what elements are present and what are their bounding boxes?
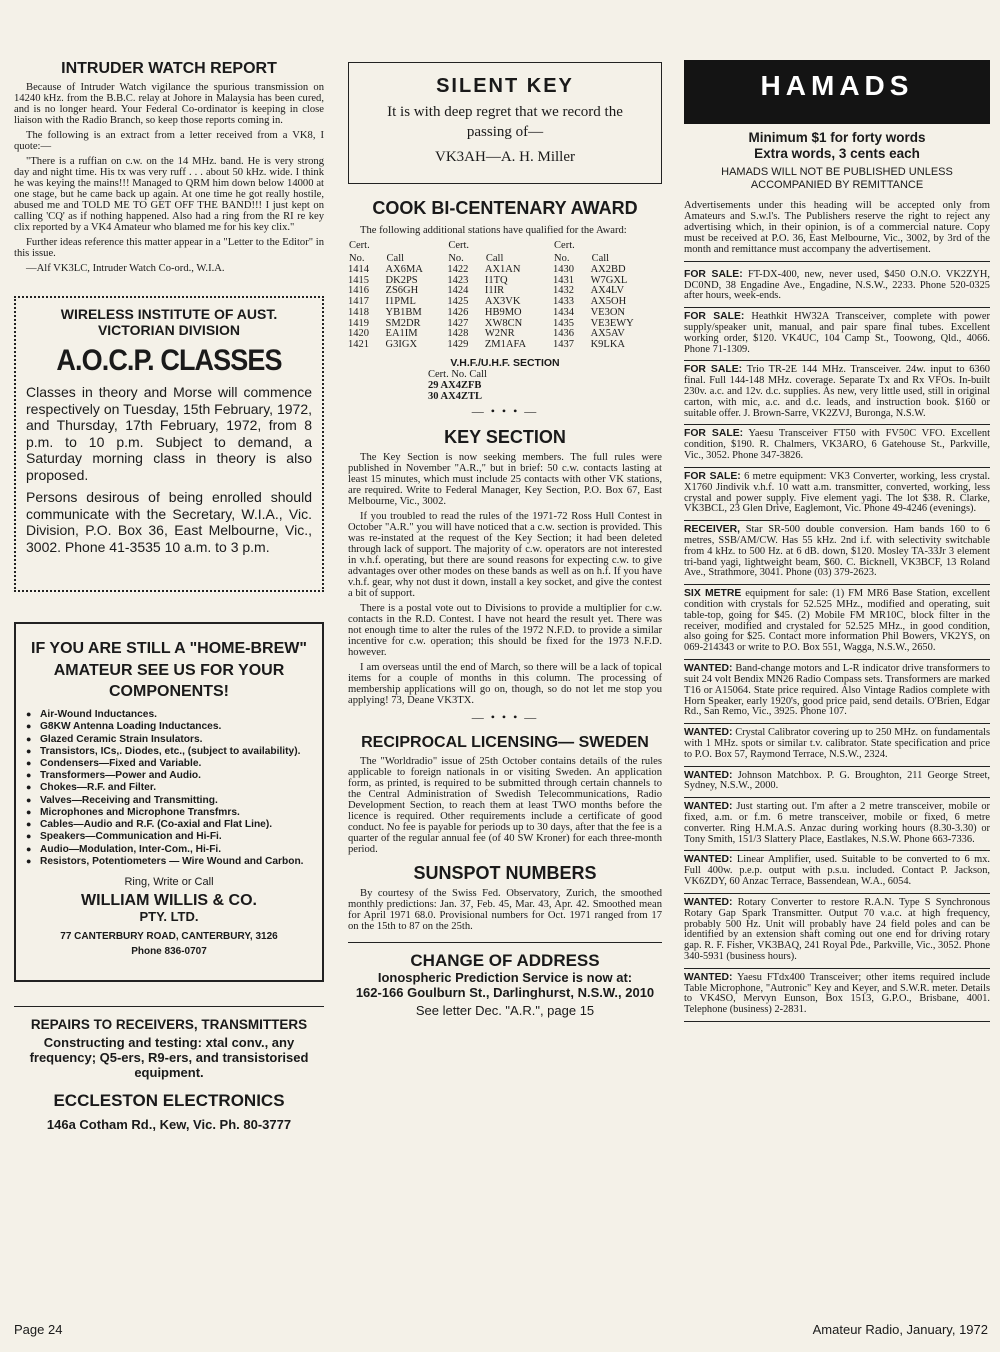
key-paragraph: The Key Section is now seeking members. The full rules were published in November "A.R.," but in brief: 50 c.w. contacts lasting at least 15 minutes, which must include 25 contacts with other VK stations, are required. Write to Federal Manager, Key Section, P.O. Box 67, East Melbourne, Vic., 3002. — [348, 451, 662, 507]
company-name: WILLIAM WILLIS & CO. — [81, 892, 257, 910]
col-header: Call — [591, 252, 610, 264]
home-brew-headline: IF YOU ARE STILL A "HOME-BREW" AMATEUR SEE US FOR YOUR COMPONENTS! — [31, 640, 307, 701]
callsign-cell: W7GXL — [590, 274, 628, 286]
list-item — [684, 425, 990, 467]
aocp-paragraph: Persons desirous of being enrolled should communicate with the Secretary, W.I.A., Vic. Division, P.O. Box 36, East Melbourne, Vic., 3002. Phone 41-3535 10 a.m. to 3 p.m. — [26, 489, 312, 555]
sunspot-body — [348, 888, 662, 932]
list-item — [684, 266, 990, 308]
list-item: ● Transistors, ICs,. Diodes, etc., (subject to availability). — [26, 746, 312, 758]
list-item: ● Resistors, Potentiometers — Wire Wound and Carbon. — [26, 856, 312, 868]
intruder-signature: —Alf VK3LC, Intruder Watch Co-ord., W.I.A. — [26, 263, 225, 275]
callsign-cell: AX5OH — [590, 296, 627, 308]
list-item — [684, 521, 990, 585]
vhf-section-title: V.H.F./U.H.F. SECTION — [450, 356, 560, 369]
cert-number-cell: 1414 — [348, 264, 369, 276]
aocp-paragraph: Classes in theory and Morse will commence respectively on Tuesday, 15th February, 1972, and Thursday, 17th February, 1972, from 8 p.m. to 10 p.m. Subject to demand, a Saturday morning class in theory is also proposed. — [26, 384, 312, 483]
ad-keyword: RECEIVER, — [684, 524, 741, 536]
repairs-company: ECCLESTON ELECTRONICS — [53, 1091, 285, 1111]
ad-text: FT-DX-400, new, never used, $450 O.N.O. VK2ZYH, DC0ND, 38 Engadine Ave., Engadine, N.S.W., 2233. Phone 520-0325 after hours, week-ends. — [684, 268, 990, 302]
ad-keyword: FOR SALE: — [684, 428, 744, 440]
ad-text: Band-change motors and L-R indicator drive transformers to suit 24 volt Bendix MN26 Radio Compass sets. Transformers are marked T16 or A15064. State price required. Also Vintage Radios complete with Horn Speaker, early 1920's, good price paid, send details. O'Brien, Edgar Rd., San Remo, Vic., 3925. Phone 107. — [684, 663, 990, 718]
col-header: Cert. — [448, 240, 470, 252]
hamads-notice: HAMADS WILL NOT BE PUBLISHED UNLESS ACCOMPANIED BY REMITTANCE — [721, 166, 953, 192]
callsign-cell: I1PML — [385, 296, 416, 308]
cook-cert-table — [348, 240, 662, 351]
cert-number-cell: 1427 — [447, 317, 469, 329]
list-item — [684, 894, 990, 969]
magazine-issue: Amateur Radio, January, 1972 — [812, 1322, 988, 1337]
left-column — [14, 60, 324, 1132]
callsign-cell: ZS6GH — [385, 285, 419, 297]
change-line: Ionospheric Prediction Service is now at: — [377, 970, 633, 986]
ad-keyword: WANTED: — [684, 769, 733, 781]
table-row — [348, 340, 662, 351]
list-item: ● Chokes—R.F. and Filter. — [26, 782, 312, 794]
recip-title: RECIPROCAL LICENSING— SWEDEN — [361, 734, 649, 752]
callsign-cell: VE3EWY — [590, 317, 634, 329]
list-item: ● Glazed Ceramic Strain Insulators. — [26, 734, 312, 746]
ad-text: Just starting out. I'm after a 2 metre transceiver, mobile or fixed, a.m. or f.m. 6 metre transceiver, mobile or fixed, 6 metre converter. Ring H.M.A.S. Anzac during working hours (8.30-3.30) or Tony Smith, 151/3 Slattery Place, Eastlakes, N.S.W. Phone 663-7336. — [684, 801, 990, 845]
contact-prompt: Ring, Write or Call — [124, 876, 214, 889]
col-header: Call — [386, 252, 405, 264]
cert-number-cell: 1434 — [553, 306, 575, 318]
ad-keyword: FOR SALE: — [684, 470, 741, 482]
callsign-cell: XW8CN — [484, 317, 523, 329]
company-suffix: PTY. LTD. — [139, 909, 199, 925]
key-paragraph: If you troubled to read the rules of the 1971-72 Ross Hull Contest in October "A.R." you will have noticed that a c.w. section is provided. This was re-instated at the request of the Key Section; it had been deleted through lack of support. The majority of c.w. operators are not interested in v.h.f. operating, but there are sound reasons for expecting c.w. to give advantages over other modes on these bands as well as on h.f. If you have v.h.f. gear, why not dust it down, install a key socket, and give the contest a bit of support. — [348, 510, 662, 599]
list-item: ● Valves—Receiving and Transmitting. — [26, 795, 312, 807]
callsign-cell: AX1AN — [484, 264, 521, 276]
ad-text: Yaesu FTdx400 Transceiver; other items required include Table Microphone, "Autronic" Key and Keyer, and S.W.R. meter. Details to VK4SO, Mervyn Eunson, Box 1513, G.P.O., Brisbane, 4001. Telephone (business) 2-2831. — [684, 971, 991, 1016]
change-reference: See letter Dec. "A.R.", page 15 — [415, 1003, 595, 1019]
list-item: ● Audio—Modulation, Inter-Com., Hi-Fi. — [26, 844, 312, 856]
cert-number-cell: 1433 — [553, 296, 575, 308]
right-column — [684, 60, 990, 1022]
callsign-cell: I1IR — [484, 285, 505, 297]
key-section-article — [348, 427, 662, 725]
list-item — [684, 308, 990, 361]
cert-number-cell: 1429 — [447, 338, 469, 350]
ad-text: Yaesu Transceiver FT50 with FV50C VFO. Excellent condition, $190. R. Chalmers, VK3ARO, 6 Gatehouse St., Parkville, Vic., 3052. Phone 347-3826. — [684, 428, 990, 462]
list-item — [684, 660, 990, 724]
ad-keyword: WANTED: — [684, 663, 733, 675]
separator: — • • • — — [471, 403, 539, 418]
col-header: No. — [349, 252, 365, 264]
cert-number-cell: 1424 — [447, 285, 469, 297]
hamads-terms: Advertisements under this heading will be accepted only from Amateurs and S.w.l's. The Publishers reserve the right to reject any advertising which, in their opinion, is of a commercial nature. Copy must be received at P.O. 36, East Melbourne, Vic., 3002, by 3rd of the month and remittance must accompany the advertisement. — [684, 200, 990, 262]
intruder-paragraph: The following is an extract from a letter received from a VK8, I quote:— — [14, 130, 324, 153]
cert-number-cell: 1425 — [447, 296, 469, 308]
col-header: Call — [485, 252, 504, 264]
cert-number-cell: 1418 — [348, 306, 369, 318]
cert-number-cell: 1421 — [348, 338, 369, 350]
callsign-cell: SM2DR — [385, 317, 421, 329]
callsign-cell: G3IGX — [385, 338, 418, 350]
list-item — [684, 969, 990, 1022]
repairs-address: 146a Cotham Rd., Kew, Vic. Ph. 80-3777 — [46, 1117, 292, 1133]
callsign-cell: VE3ON — [590, 306, 626, 318]
aocp-org: WIRELESS INSTITUTE OF AUST. — [60, 306, 278, 323]
aocp-title: A.O.C.P. CLASSES — [56, 344, 282, 378]
list-item — [684, 361, 990, 425]
vhf-row: 29 AX4ZFB — [428, 379, 482, 391]
silent-key-text: It is with deep regret that we record the passing of— — [387, 104, 623, 141]
cert-number-cell: 1428 — [447, 328, 469, 340]
col-header: No. — [448, 252, 464, 264]
cert-number-cell: 1436 — [553, 328, 575, 340]
silent-key-notice — [348, 62, 662, 184]
page-number: Page 24 — [14, 1322, 63, 1337]
callsign-cell: I1TQ — [484, 274, 508, 286]
callsign-cell: AX4LV — [590, 285, 625, 297]
cert-number-cell: 1417 — [348, 296, 369, 308]
ad-text: equipment for sale: (1) FM MR6 Base Station, excellent condition with crystals for 52.525 MHz., modified and operating, suit table-top, going for $45. (2) Mobile FM MR10C, block filter in the receiver, modified and crystaled for 52.525 MHz., in good condition, also going for $25. Contact more information Phil Bowers, VK2YS, on 069-214343 or write to P.O. Box 551, Wagga, N.S.W., 2650. — [684, 588, 990, 654]
ad-text: Trio TR-2E 144 MHz. Transceiver. 24w. input to 6360 final. Full 144-148 MHz. coverage. Separate Tx and Rx VFOs. In-built 230v. a.c. and 12v. d.c. supplies. As new, very little used, still in original carton, with mic, a.c. and d.c. leads, and instruction book. $160 or suitable offer. J. Brown-Sarre, VK2ZVJ, Buronga, N.S.W. — [684, 364, 990, 419]
list-item: ● Air-Wound Inductances. — [26, 709, 312, 721]
list-item — [684, 585, 990, 660]
intruder-paragraph: Because of Intruder Watch vigilance the spurious transmission on 14240 kHz. from the B.B.C. relay at Johore in Malaysia has been cured, and is no longer heard. Your Federal Co-ordinator is keeping in close liaison with the Radio Branch, so keep those reports coming in. — [14, 82, 324, 127]
sunspot-title: SUNSPOT NUMBERS — [413, 863, 597, 884]
list-item — [684, 851, 990, 893]
repairs-services: Constructing and testing: xtal conv., any frequency; Q5-ers, R9-ers, and transistorised equipment. — [29, 1035, 309, 1081]
list-item: ● Transformers—Power and Audio. — [26, 770, 312, 782]
callsign-cell: DK2PS — [385, 274, 418, 286]
ad-text: Crystal Calibrator covering up to 250 MHz. on fundamentals with 1 MHz. spots or similar t.v. calibrator. State specification and price to P.O. Box 57, Raymond Terrace, N.S.W., 2324. — [684, 727, 990, 760]
cert-number-cell: 1430 — [553, 264, 575, 276]
table-row — [348, 308, 662, 319]
callsign-cell: ZM1AFA — [484, 338, 527, 350]
callsign-cell: YB1BM — [385, 306, 422, 318]
callsign-cell: AX5AV — [590, 328, 625, 340]
cert-number-cell: 1415 — [348, 274, 369, 286]
sunspot-paragraph: By courtesy of the Swiss Fed. Observatory, Zurich, the smoothed monthly predictions: Jan. 37, Feb. 45, Mar. 43, Apr. 42. Smoothed mean for April 1971 68.0. Provisional numbers for Oct. 1971 ranged from 17 on the 15th to 87 on the 25th. — [348, 888, 662, 933]
list-item: ● Microphones and Microphone Transfmrs. — [26, 807, 312, 819]
intruder-paragraph: Further ideas reference this matter appear in a "Letter to the Editor" in this issue. — [14, 237, 324, 260]
cook-intro-text: The following additional stations have qualified for the Award: — [360, 225, 627, 236]
vhf-row: 30 AX4ZTL — [428, 390, 482, 402]
col-header: Cert. — [554, 240, 575, 252]
reciprocal-licensing-article — [348, 733, 662, 855]
ad-text: Heathkit HW32A Transceiver, complete with power supply/speaker unit, manual, and pair spare final tubes. Excellent working order, $120. VK4UC, 104 Camp St., Toowong, Qld., 4066. Phone 71-1309. — [684, 311, 990, 355]
hamads-rate: Minimum $1 for forty words — [748, 130, 926, 145]
silent-key-title: SILENT KEY — [436, 75, 574, 97]
cook-title: COOK BI-CENTENARY AWARD — [372, 198, 638, 218]
cert-number-cell: 1423 — [447, 274, 469, 286]
components-list — [26, 709, 312, 868]
ad-keyword: WANTED: — [684, 854, 733, 866]
change-of-address-notice — [348, 942, 662, 1018]
list-item: ● Condensers—Fixed and Variable. — [26, 758, 312, 770]
key-paragraph: I am overseas until the end of March, so there will be a lack of topical items for a couple of months in this column. The processing of membership applications will go on, though, so do not let me stop you applying! 73, Deane VK3TX. — [348, 661, 662, 707]
key-title: KEY SECTION — [444, 426, 566, 447]
ad-keyword: WANTED: — [684, 971, 733, 983]
intruder-quote: "There is a ruffian on c.w. on the 14 MHz. band. He is very strong day and night time. His tx was very ruff . . . about 50 kHz. wide. I think he was keying the mains!!! Managed to QRM him down below 14000 at one stage, but he came back up again. At one time he got really hostile, abused me and TOLD ME TO GET OFF THE BAND!!! I just kept on calling 'CQ' as if nothing happened. Also had a ring from the RI re key clix reported by a VK4 Amateur who blamed me for his key clix." — [14, 156, 324, 234]
ad-keyword: WANTED: — [684, 727, 733, 739]
ad-text: Star SR-500 double conversion. Ham bands 160 to 6 metres, SSB/AM/CW. Has 55 kHz. 2nd i.f. with selectivity switchable from 4 kHz. to 500 Hz. at 6 dB. down, $120. Mosley TA-33Jr 3 element tri-band yagi, lightweight beam, $60. C. Bicknell, VK3BCF, 13 Roland Ave., Strathmore, 3041. Phone (03) 379-2623. — [684, 524, 990, 579]
cert-number-cell: 1416 — [348, 285, 369, 297]
cert-number-cell: 1420 — [348, 328, 369, 340]
key-paragraph: There is a postal vote out to Divisions to provide a multiplier for c.w. contacts in the R.D. Contest. I have not heard the result yet. There was not enough time to alter the rules of the 1972 N.F.D. to provide a similar incentive for c.w. operation; this should be fixed for the 1973 N.F.D. however. — [348, 602, 662, 658]
callsign-cell: AX6MA — [385, 264, 423, 276]
col-header: Cert. — [349, 240, 370, 252]
callsign-cell: W2NR — [484, 328, 515, 340]
ad-text: Linear Amplifier, used. Suitable to be converted to 6 mx. Full 400w. p.e.p. output with p.s.u. included. Contact P. Jackson, VK6ZDY, 60 Anzac Terrace, Bassendean, W.A., 6054. — [684, 854, 990, 888]
list-item — [684, 798, 990, 851]
callsign-cell: K9LKA — [590, 338, 626, 350]
cert-number-cell: 1419 — [348, 317, 369, 329]
sunspot-article — [348, 863, 662, 932]
repairs-ad — [14, 1006, 324, 1132]
ad-keyword: WANTED: — [684, 801, 733, 813]
recip-body — [348, 756, 662, 855]
repairs-headline: REPAIRS TO RECEIVERS, TRANSMITTERS — [30, 1017, 308, 1033]
cert-number-cell: 1426 — [447, 306, 469, 318]
cook-award-article — [348, 198, 662, 419]
ad-keyword: FOR SALE: — [684, 268, 743, 280]
list-item: ● G8KW Antenna Loading Inductances. — [26, 721, 312, 733]
change-title: CHANGE OF ADDRESS — [410, 951, 600, 971]
hamads-rate: Extra words, 3 cents each — [754, 146, 920, 162]
cert-number-cell: 1422 — [447, 264, 469, 276]
aocp-division: VICTORIAN DIVISION — [97, 322, 241, 339]
change-address: 162-166 Goulburn St., Darlinghurst, N.S.W., 2010 — [355, 985, 655, 1001]
intruder-title: INTRUDER WATCH REPORT — [61, 60, 277, 77]
ad-keyword: WANTED: — [684, 896, 733, 908]
company-address: 77 CANTERBURY ROAD, CANTERBURY, 3126 — [60, 931, 278, 943]
intruder-watch-article — [14, 60, 324, 274]
ad-keyword: FOR SALE: — [684, 311, 745, 323]
vhf-header: Cert. No. Call — [428, 368, 487, 380]
cert-number-cell: 1431 — [553, 274, 575, 286]
callsign-cell: HB9MO — [484, 306, 522, 318]
key-body — [348, 452, 662, 706]
cook-intro — [348, 225, 662, 236]
home-brew-ad — [14, 622, 324, 982]
aocp-classes-ad — [14, 296, 324, 592]
cook-table-body — [348, 265, 662, 351]
recip-paragraph: The "Worldradio" issue of 25th October contains details of the rules applicable to foreign nationals in or visiting Sweden. An application form, as printed, is required to be submitted through certain channels to the Central Administration of Swedish Telecommunications, Radio Development Section, to reach them at least TWO months before the licence is required. Other requirements include a certificate of good conduct. No fee is payable for periods up to 30 days, after that the fee is a quarter of the regular annual fee (of 40 SW Kroner) for each three-month period. — [348, 756, 662, 856]
ad-text: 6 metre equipment: VK3 Converter, working, less crystal. X1760 Jindivik v.h.f. 10 watt a.m. transmitter, converted, working, less crystal and power supply. Five element yagi. The lot $38. R. Clarke, VK3BCL, 23 Glen Drive, Eaglemont, Vic. Phone 49-4246 (evenings). — [684, 470, 990, 515]
intruder-body — [14, 82, 324, 274]
callsign-cell: AX3VK — [484, 296, 521, 308]
ad-text: Johnson Matchbox. P. G. Broughton, 211 George Street, Sydney, N.S.W., 2000. — [684, 769, 990, 792]
col-header: No. — [554, 252, 570, 264]
list-item: ● Cables—Audio and R.F. (Co-axial and Flat Line). — [26, 819, 312, 831]
separator: — • • • — — [471, 710, 539, 725]
classified-ads-list — [684, 266, 990, 1022]
list-item — [684, 767, 990, 799]
ad-keyword: FOR SALE: — [684, 364, 743, 376]
middle-column — [348, 60, 662, 1018]
cert-number-cell: 1435 — [553, 317, 575, 329]
cert-number-cell: 1432 — [553, 285, 575, 297]
list-item — [684, 468, 990, 521]
hamads-banner: HAMADS — [684, 60, 990, 124]
ad-keyword: SIX METRE — [684, 588, 742, 600]
list-item — [684, 724, 990, 766]
callsign-cell: EA1IM — [385, 328, 418, 340]
silent-key-name: VK3AH—A. H. Miller — [435, 148, 575, 165]
ad-text: Rotary Converter to restore R.A.N. Type S Synchronous Rotary Gap Spark Transmitter. Output 70 v.a.c. at high frequency, probably 500 Hz. Unit will probably have 24 field poles and can be identified by an extension shaft coming out one end for driving rotary gap. R. F. Fisher, VK3BAQ, 241 Royal Pde., Parkville, Vic., 3052. Phone 340-5931 (business hours). — [684, 896, 990, 962]
cert-number-cell: 1437 — [553, 338, 575, 350]
list-item: ● Speakers—Communication and Hi-Fi. — [26, 831, 312, 843]
callsign-cell: AX2BD — [590, 264, 626, 276]
company-phone: Phone 836-0707 — [131, 946, 207, 958]
